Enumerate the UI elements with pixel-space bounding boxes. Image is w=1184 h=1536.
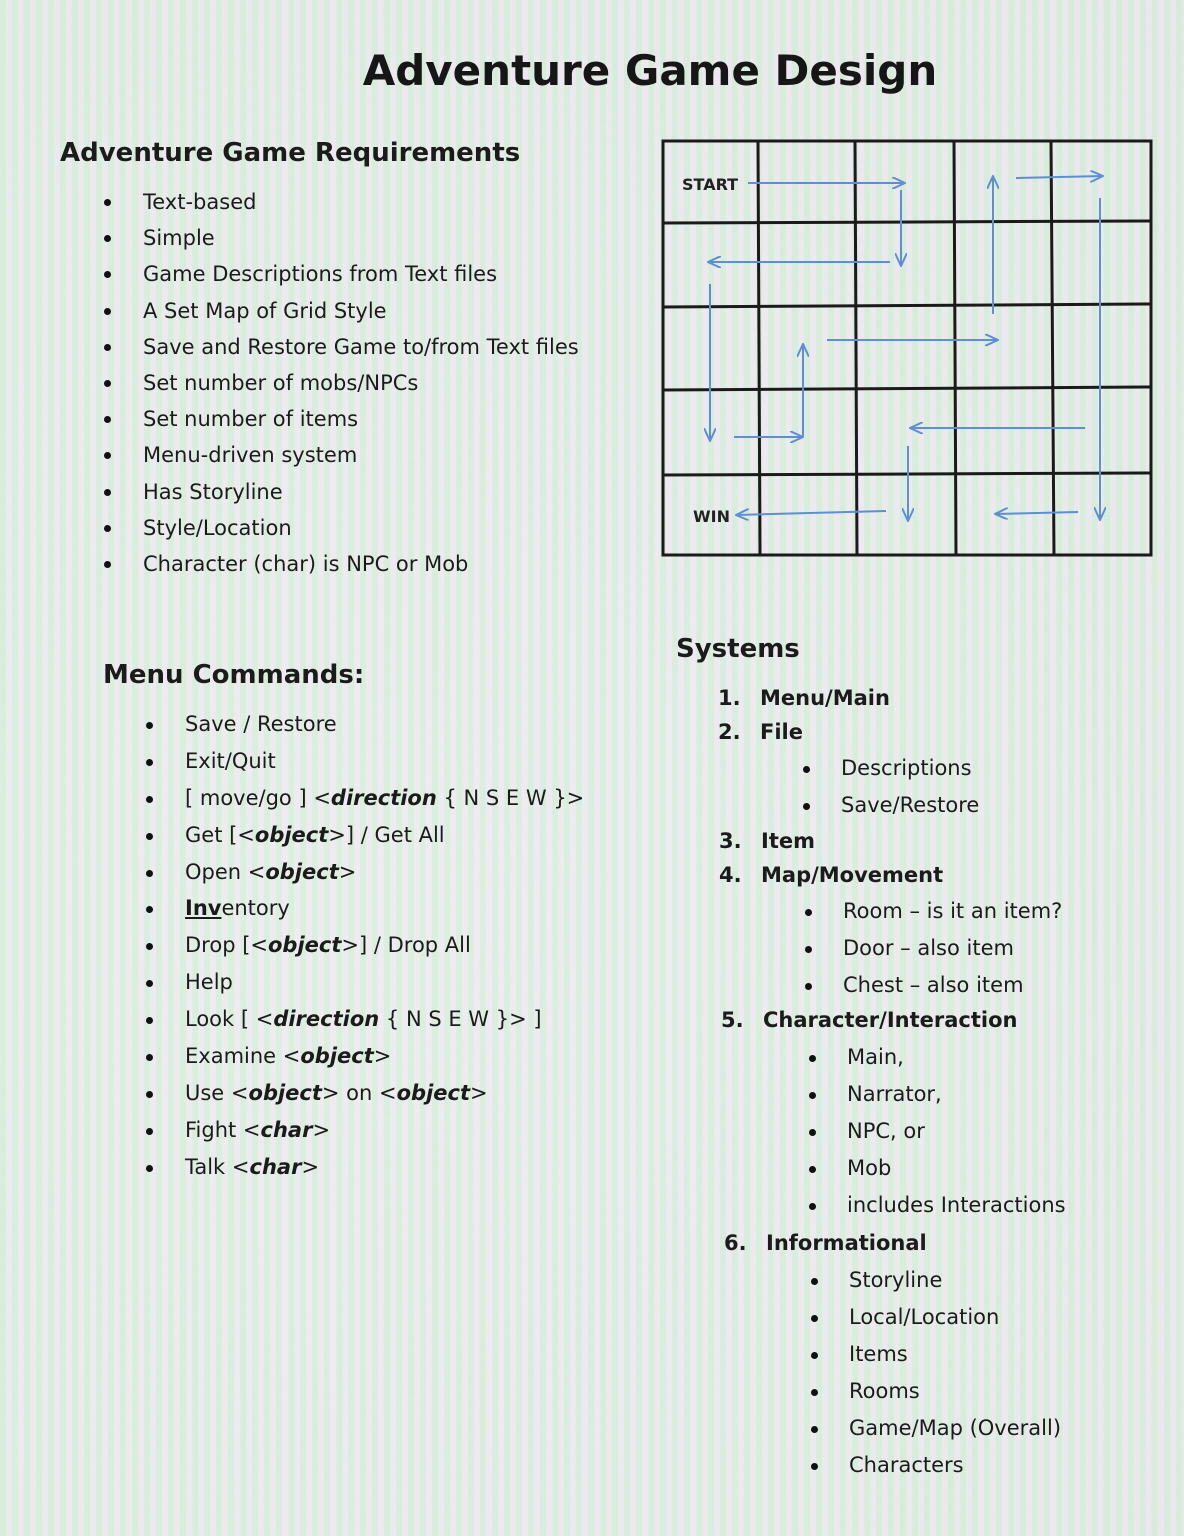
system-sublist bbox=[843, 893, 1062, 1004]
command-item: Examine <object> bbox=[185, 1038, 584, 1075]
requirements-list bbox=[143, 184, 579, 582]
command-item: Save / Restore bbox=[185, 706, 584, 743]
system-subitem: Save/Restore bbox=[841, 787, 979, 824]
command-item: Drop [<object>] / Drop All bbox=[185, 927, 584, 964]
menu-commands-list bbox=[185, 706, 584, 1186]
requirement-item: Style/Location bbox=[143, 510, 579, 546]
systems-heading: Systems bbox=[676, 634, 800, 664]
system-item: 6. Informational bbox=[724, 1231, 927, 1255]
requirement-item: Text-based bbox=[143, 184, 579, 220]
requirements-heading: Adventure Game Requirements bbox=[60, 138, 521, 168]
system-subitem: Door – also item bbox=[843, 930, 1062, 967]
menu-commands-heading: Menu Commands: bbox=[103, 660, 365, 690]
system-item: 4. Map/Movement bbox=[719, 863, 944, 887]
command-item: Look [ <direction { N S E W }> ] bbox=[185, 1001, 584, 1038]
requirement-item: Menu-driven system bbox=[143, 437, 579, 473]
system-subitem: NPC, or bbox=[847, 1113, 1066, 1150]
requirement-item: A Set Map of Grid Style bbox=[143, 293, 579, 329]
command-item: Open <object> bbox=[185, 854, 584, 891]
system-item: 1. Menu/Main bbox=[718, 686, 890, 710]
system-sublist bbox=[849, 1262, 1061, 1484]
system-subitem: Narrator, bbox=[847, 1076, 1066, 1113]
requirement-item: Game Descriptions from Text files bbox=[143, 256, 579, 292]
command-item: Talk <char> bbox=[185, 1149, 584, 1186]
command-item: Inventory bbox=[185, 890, 584, 927]
system-subitem: Characters bbox=[849, 1447, 1061, 1484]
requirement-item: Save and Restore Game to/from Text files bbox=[143, 329, 579, 365]
system-subitem: Rooms bbox=[849, 1373, 1061, 1410]
system-item: 2. File bbox=[718, 720, 803, 744]
command-item: Help bbox=[185, 964, 584, 1001]
requirement-item: Character (char) is NPC or Mob bbox=[143, 546, 579, 582]
page-title: Adventure Game Design bbox=[362, 46, 938, 95]
system-subitem: Descriptions bbox=[841, 750, 979, 787]
requirement-item: Simple bbox=[143, 220, 579, 256]
system-subitem: Items bbox=[849, 1336, 1061, 1373]
system-item: 3. Item bbox=[719, 829, 815, 853]
requirement-item: Has Storyline bbox=[143, 474, 579, 510]
grid-map-diagram bbox=[660, 136, 1156, 560]
command-item: Exit/Quit bbox=[185, 743, 584, 780]
requirement-item: Set number of items bbox=[143, 401, 579, 437]
system-subitem: includes Interactions bbox=[847, 1187, 1066, 1224]
command-item: Get [<object>] / Get All bbox=[185, 817, 584, 854]
requirement-item: Set number of mobs/NPCs bbox=[143, 365, 579, 401]
command-item: Use <object> on <object> bbox=[185, 1075, 584, 1112]
path-arrows bbox=[708, 176, 1103, 521]
system-item: 5. Character/Interaction bbox=[721, 1008, 1018, 1032]
system-subitem: Game/Map (Overall) bbox=[849, 1410, 1061, 1447]
command-item: [ move/go ] <direction { N S E W }> bbox=[185, 780, 584, 817]
system-subitem: Chest – also item bbox=[843, 967, 1062, 1004]
system-subitem: Main, bbox=[847, 1039, 1066, 1076]
system-subitem: Room – is it an item? bbox=[843, 893, 1062, 930]
command-item: Fight <char> bbox=[185, 1112, 584, 1149]
system-subitem: Local/Location bbox=[849, 1299, 1061, 1336]
system-sublist bbox=[841, 750, 979, 824]
system-subitem: Storyline bbox=[849, 1262, 1061, 1299]
win-label: WIN bbox=[693, 507, 730, 526]
system-subitem: Mob bbox=[847, 1150, 1066, 1187]
system-sublist bbox=[847, 1039, 1066, 1224]
start-label: START bbox=[682, 175, 739, 194]
